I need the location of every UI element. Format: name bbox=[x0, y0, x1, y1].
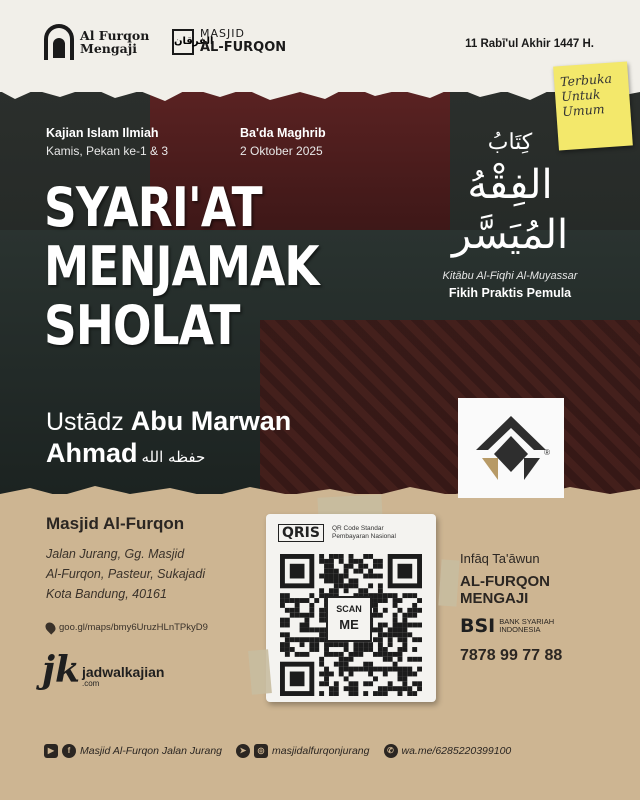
logo-secondary-top: MASJID bbox=[200, 27, 245, 40]
al-furqon-mengaji-logo bbox=[44, 24, 149, 60]
qris-logo: QRIS bbox=[278, 524, 324, 542]
book-latin-title: Kitābu Al-Fiqhi Al-Muyassar bbox=[442, 270, 578, 282]
book-arabic-top: كِتَابُ bbox=[487, 130, 533, 155]
event-date: 2 Oktober 2025 bbox=[240, 144, 323, 158]
brand-tile bbox=[458, 398, 564, 498]
book-arabic-main: الفِقْهُ المُيَسَّر bbox=[451, 162, 569, 258]
map-link[interactable] bbox=[46, 622, 208, 633]
qris-card bbox=[266, 514, 436, 702]
venue-name: Masjid Al-Furqon bbox=[46, 514, 185, 533]
logo-primary-line1: Al Furqon bbox=[80, 28, 150, 43]
speaker-honorific: Ustādz bbox=[46, 408, 124, 436]
social-footer bbox=[44, 744, 511, 758]
mosque-arch-icon bbox=[44, 24, 74, 60]
footer-whatsapp[interactable]: wa.me/6285220399100 bbox=[401, 745, 512, 757]
speaker-name-line1: Abu Marwan bbox=[130, 406, 292, 436]
telegram-icon[interactable]: ➤ bbox=[236, 744, 250, 758]
masjid-logo-arabic: الفرقان bbox=[172, 29, 194, 55]
title-line: SHOLAT bbox=[44, 294, 240, 357]
jadwalkajian-mark: jk bbox=[42, 649, 80, 691]
whatsapp-icon[interactable]: ✆ bbox=[384, 744, 398, 758]
masjid-al-furqon-logo bbox=[172, 28, 286, 55]
sticky-note-line: Untuk bbox=[560, 86, 601, 105]
speaker-name-line2: Ahmad bbox=[46, 438, 138, 468]
map-pin-icon bbox=[43, 620, 57, 634]
sticky-note-line: Terbuka bbox=[559, 70, 613, 90]
venue-address-line: Jalan Jurang, Gg. Masjid bbox=[46, 547, 185, 561]
venue-address-line: Al-Furqon, Pasteur, Sukajadi bbox=[46, 567, 206, 581]
scan-me-badge bbox=[326, 596, 372, 642]
sticky-note-line: Umum bbox=[561, 101, 606, 120]
scan-label: SCAN bbox=[336, 604, 362, 614]
qris-caption-line: Pembayaran Nasional bbox=[331, 533, 396, 540]
main-title bbox=[44, 178, 319, 355]
youtube-icon[interactable]: ▶ bbox=[44, 744, 58, 758]
masking-tape bbox=[248, 649, 272, 695]
jadwalkajian-suffix: .com bbox=[81, 679, 100, 688]
event-schedule bbox=[46, 124, 168, 160]
title-line: MENJAMAK bbox=[44, 235, 319, 298]
bsi-short: BSI bbox=[460, 615, 496, 637]
infaq-heading: Infāq Ta'āwun bbox=[460, 551, 540, 566]
speaker-arabic-dua: حفظه الله bbox=[141, 448, 206, 466]
logo-primary-line2: Mengaji bbox=[80, 41, 137, 56]
event-time-label: Ba'da Maghrib bbox=[240, 126, 326, 140]
jadwalkajian-name: jadwalkajian bbox=[81, 664, 165, 680]
hijri-date: 11 Rabī'ul Akhir 1447 H. bbox=[465, 38, 594, 50]
book-subtitle: Fikih Praktis Pemula bbox=[448, 286, 572, 300]
speaker bbox=[46, 406, 291, 470]
map-link-text: goo.gl/maps/bmy6UruzHLnTPkyD9 bbox=[59, 622, 208, 633]
infaq-org-line2: MENGAJI bbox=[460, 590, 529, 607]
event-label: Kajian Islam Ilmiah bbox=[46, 126, 159, 140]
footer-telegram-instagram[interactable]: masjidalfurqonjurang bbox=[272, 745, 370, 757]
book-title-block bbox=[420, 130, 600, 300]
venue-address-line: Kota Bandung, 40161 bbox=[46, 587, 167, 601]
bsi-logo bbox=[460, 615, 562, 637]
jadwalkajian-logo bbox=[42, 649, 165, 691]
logo-secondary-bottom: AL-FURQON bbox=[200, 40, 287, 55]
infaq-org-line1: AL-FURQON bbox=[460, 573, 550, 590]
venue bbox=[46, 514, 205, 604]
event-time bbox=[240, 124, 326, 160]
facebook-icon[interactable]: f bbox=[62, 744, 76, 758]
header-paper-torn-edge bbox=[0, 78, 640, 108]
qris-header bbox=[278, 524, 396, 542]
footer-youtube-facebook[interactable]: Masjid Al-Furqon Jalan Jurang bbox=[80, 745, 223, 757]
infaq-block bbox=[460, 550, 562, 665]
masking-tape bbox=[438, 559, 459, 606]
title-line: SYARI'AT bbox=[44, 176, 262, 239]
qris-caption-line: QR Code Standar bbox=[331, 525, 384, 532]
registered-icon: ® bbox=[544, 448, 550, 457]
bank-account-number: 7878 99 77 88 bbox=[460, 647, 563, 664]
scan-me-label: ME bbox=[339, 617, 359, 632]
instagram-icon[interactable]: ◎ bbox=[254, 744, 268, 758]
bsi-full-line: INDONESIA bbox=[499, 625, 541, 634]
event-schedule-text: Kamis, Pekan ke-1 & 3 bbox=[46, 144, 169, 158]
bsi-full-line: BANK SYARIAH bbox=[499, 617, 555, 626]
